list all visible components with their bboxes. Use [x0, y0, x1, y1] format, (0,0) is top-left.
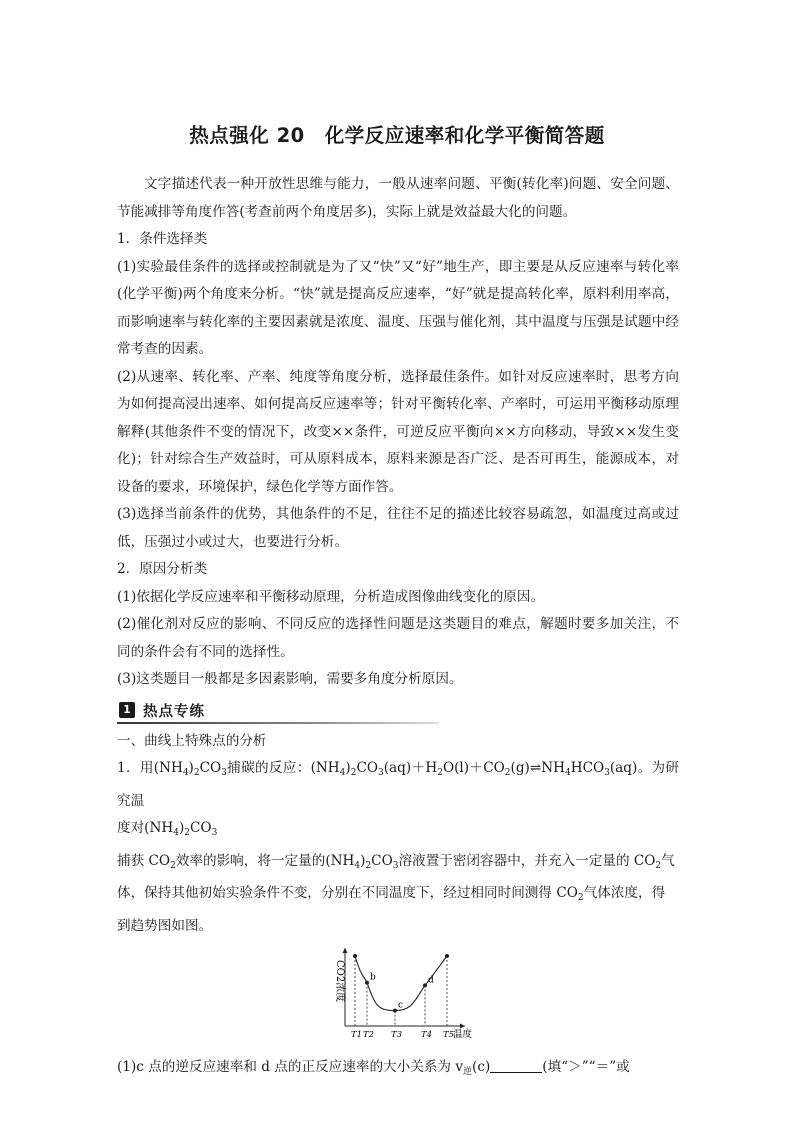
x-axis-label: 温度 [453, 1029, 473, 1040]
question-1-line-2: 度对$(NH_4)_2CO_3$ [117, 820, 218, 838]
data-point-a [353, 954, 357, 958]
section-heading-1: 1．条件选择类 [117, 231, 208, 247]
sec1-paragraph-2: (2)从速率、转化率、产率、纯度等角度分析，选择最佳条件。如针对反应速率时，思考方向为如何提高浸出速率、如何提高反应速率等；针对平衡转化率、产率时，可运用平衡移动原理解释(其他条件不变的情况下，改变××条件，可逆反应平衡向××方向移动，导致××发生变化)；针对综合生产效益时，可从原料成本，原料来源是否广泛、是否可再生，能源成本，对设备的要求，环境保护，绿色化学等方面作答。 [117, 368, 679, 495]
trend-chart [117, 948, 679, 1052]
question-1-line-3: 捕获 $CO_2$效率的影响，将一定量的$(NH_4)_2CO_3$溶液置于密闭容器中，并充入一定量的 $CO_2$气 [117, 852, 675, 871]
sec2-paragraph-2: (2)催化剂对反应的影响、不同反应的选择性问题是这类题目的难点，解题时要多加关注，不同的条件会有不同的选择性。 [117, 616, 679, 660]
point-label-d: d [428, 975, 434, 986]
point-label-c: c [398, 1000, 404, 1011]
document-body [117, 171, 679, 1087]
data-point-e [445, 954, 449, 958]
practice-section-bar [117, 700, 679, 724]
sec2-paragraph-3: (3)这类题目一般都是多因素影响，需要多角度分析原因。 [117, 671, 463, 687]
sec2-paragraph-1: (1)依据化学反应速率和平衡移动原理，分析造成图像曲线变化的原因。 [117, 588, 545, 605]
data-point-d [423, 983, 427, 987]
data-point-b [365, 981, 369, 985]
intro-paragraph: 文字描述代表一种开放性思维与能力，一般从速率问题、平衡(转化率)问题、安全问题、节能减排等角度作答(考查前两个角度居多)，实际上就是效益最大化的问题。 [117, 176, 679, 220]
question-1-line-5: 到趋势图如图。 [117, 917, 213, 934]
answer-blank[interactable] [490, 1058, 542, 1073]
y-axis-arrow-icon [343, 948, 348, 953]
sec1-paragraph-3: (3)选择当前条件的优势，其他条件的不足，往往不足的描述比较容易疏忽，如温度过高或过低，压强过小或过大，也要进行分析。 [117, 506, 679, 550]
page-title: 热点强化 20 化学反应速率和化学平衡简答题 [189, 124, 605, 147]
section-heading-2: 2．原因分析类 [117, 561, 208, 577]
section-number-badge: 1 [119, 702, 135, 718]
equilibrium-arrow-icon: ⇌ [529, 760, 542, 776]
section-underline [117, 722, 439, 724]
y-axis-label: CO2浓度 [334, 960, 345, 1003]
x-tick-label-T3: T3 [391, 1030, 403, 1040]
x-tick-label-T4: T4 [421, 1030, 433, 1040]
x-axis-arrow-icon [460, 1024, 465, 1029]
data-point-c [393, 1009, 397, 1013]
question-1-line-4: 体，保持其他初始实验条件不变，分别在不同温度下，经过相同时间测得 $CO_2$气体浓度，得 [117, 885, 666, 903]
question-1-line-1: 1．用$(NH_4)_2CO_3$捕碳的反应：$(NH_4)_2CO_3(aq)+H_2O(l)+CO_2(g)\rightleftharpoons NH_4HCO_3(aq)$。为研究温 [117, 760, 679, 809]
co2-temperature-chart [313, 948, 483, 1052]
x-tick-label-T5: T5 [443, 1030, 455, 1040]
point-label-b: b [370, 972, 376, 983]
subsection-heading: 一、曲线上特殊点的分析 [117, 732, 267, 749]
sec1-paragraph-1: (1)实验最佳条件的选择或控制就是为了又“快”又“好”地生产，即主要是从反应速率与转化率(化学平衡)两个角度来分析。“快”就是提高反应速率，“好”就是提高转化率，原料利用率高，而影响速率与转化率的主要因素就是浓度、温度、压强与催化剂，其中温度与压强是试题中经常考查的因素。 [117, 258, 679, 357]
x-tick-label-T1: T1 [351, 1030, 363, 1040]
section-label: 热点专练 [143, 703, 205, 720]
question-1-part-1: (1)c 点的逆反应速率和 d 点的正反应速率的大小关系为 $v_逆(c)$ (填“＞”“＝”或 [117, 1059, 630, 1077]
x-tick-label-T2: T2 [363, 1030, 375, 1040]
